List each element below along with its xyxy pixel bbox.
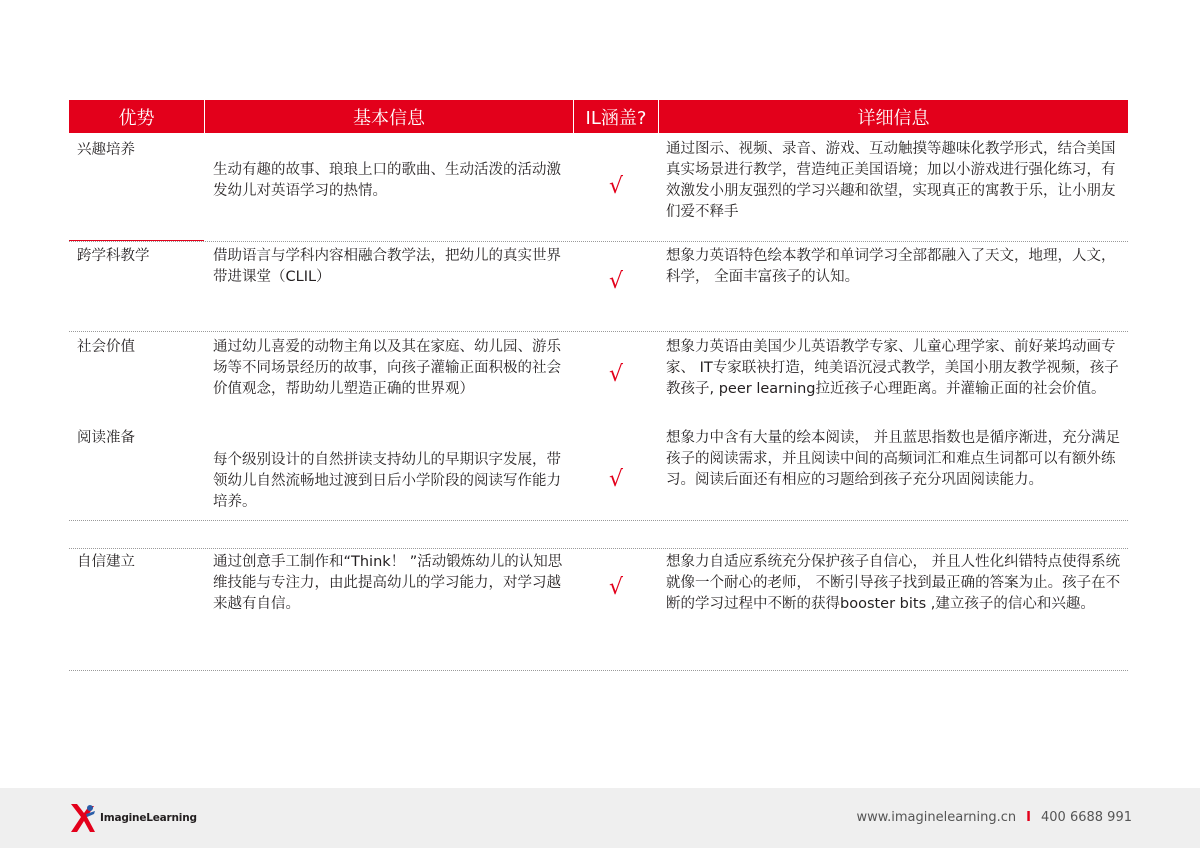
phone-text: 400 6688 991 [1041,810,1132,825]
advantage-cell: 社会价值 [77,339,135,355]
table-row [69,548,1128,671]
imagine-learning-logo [68,802,197,834]
comparison-table [69,100,1128,612]
header-basic-info: 基本信息 [204,100,573,133]
basic-info-cell: 生动有趣的故事、琅琅上口的歌曲、生动活泼的活动激发幼儿对英语学习的热情。 [213,162,561,199]
detail-info-cell: 想象力自适应系统充分保护孩子自信心， 并且人性化纠错特点使得系统就像一个耐心的老师， 不断引导孩子找到最正确的答案为止。孩子在不断的学习过程中不断的获得booster bits ,建立孩子的信心和兴趣。 [666,554,1121,612]
contact-info [856,810,1132,825]
check-mark-icon: √ [609,174,624,199]
header-advantage: 优势 [118,107,155,129]
advantage-cell: 自信建立 [77,554,135,570]
table-header [69,100,1128,133]
table-row [69,425,1128,549]
basic-info-cell: 通过创意手工制作和“Think！ ”活动锻炼幼儿的认知思维技能与专注力，由此提高幼儿的学习能力，对学习越来越有自信。 [213,554,563,612]
basic-info-cell: 每个级别设计的自然拼读支持幼儿的早期识字发展，带领幼儿自然流畅地过渡到日后小学阶段的阅读写作能力培养。 [213,452,561,510]
header-detail-info: 详细信息 [658,100,1128,133]
header-il-coverage: IL涵盖? [573,100,658,133]
detail-info-cell: 想象力中含有大量的绘本阅读， 并且蓝思指数也是循序渐进，充分满足孩子的阅读需求，并且阅读中间的高频词汇和难点生词都可以有额外练习。阅读后面还有相应的习题给到孩子充分巩固阅读能力。 [666,430,1121,488]
basic-info-cell: 通过幼儿喜爱的动物主角以及其在家庭、幼儿园、游乐场等不同场景经历的故事，向孩子灌输正面积极的社会价值观念，帮助幼儿塑造正确的世界观） [213,339,561,397]
figure-logo-icon [68,802,98,834]
logo-text: ImagineLearning [100,812,197,824]
footer [0,788,1200,848]
separator: I [1026,810,1032,825]
advantage-cell: 兴趣培养 [77,142,135,158]
check-mark-icon: √ [609,575,624,600]
check-mark-icon: √ [609,362,624,387]
basic-info-cell: 借助语言与学科内容相融合教学法，把幼儿的真实世界带进课堂（CLIL） [213,248,561,285]
advantage-cell: 跨学科教学 [77,248,150,264]
check-mark-icon: √ [609,467,624,492]
check-mark-icon: √ [609,269,624,294]
table-row [69,241,1128,332]
detail-info-cell: 想象力英语特色绘本教学和单词学习全部都融入了天文，地理，人文，科学， 全面丰富孩子的认知。 [666,248,1116,285]
detail-info-cell: 想象力英语由美国少儿英语教学专家、儿童心理学家、前好莱坞动画专家、 IT专家联袂打造，纯美语沉浸式教学，美国小朋友教学视频，孩子教孩子, peer learning拉近孩子心理距离。并灌输正面的社会价值。 [666,339,1119,397]
detail-info-cell: 通过图示、视频、录音、游戏、互动触摸等趣味化教学形式，结合美国真实场景进行教学，营造纯正美国语境；加以小游戏进行强化练习，有效激发小朋友强烈的学习兴趣和欲望，实现真正的寓教于乐，让小朋友们爱不释手 [666,141,1116,220]
advantage-cell: 阅读准备 [77,430,135,446]
table-row [69,133,1128,242]
website-text: www.imaginelearning.cn [856,810,1017,825]
